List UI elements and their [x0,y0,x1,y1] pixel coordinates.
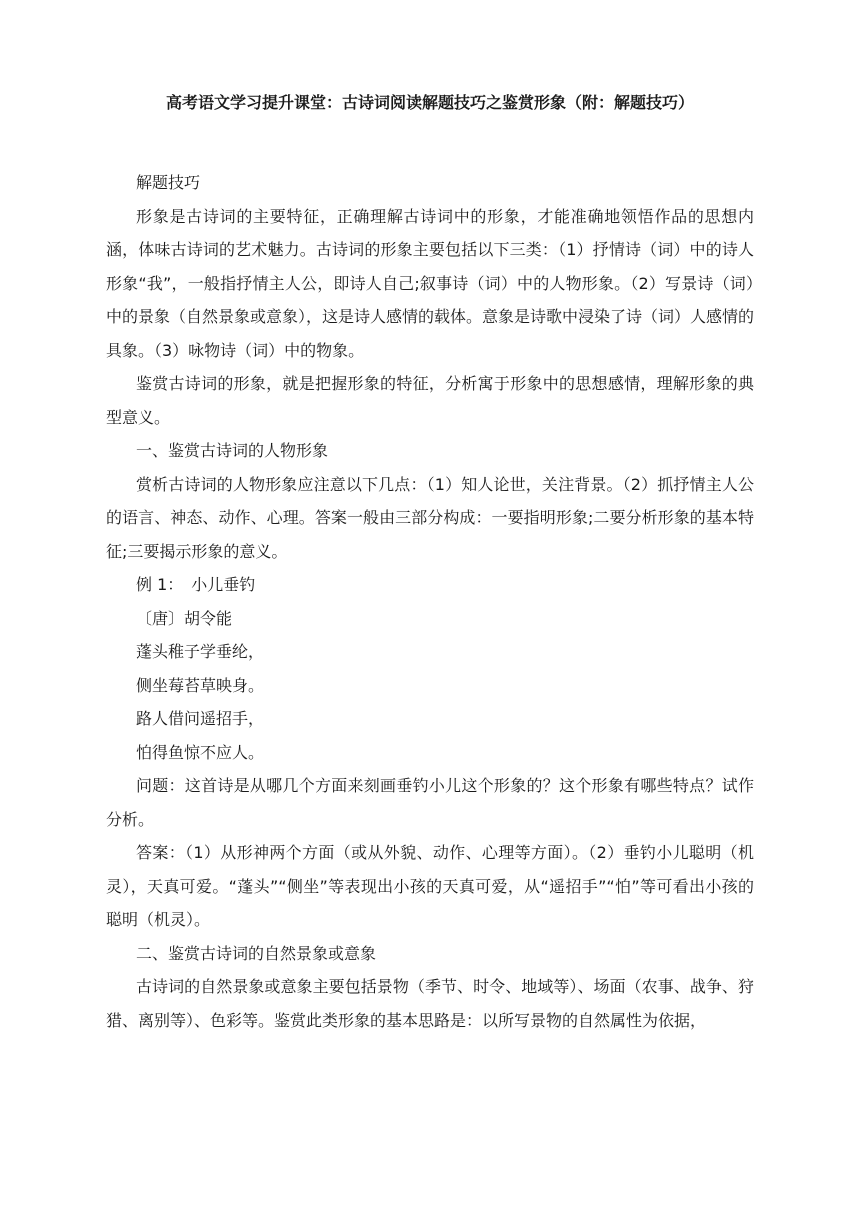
poem-line: 蓬头稚子学垂纶， [136,642,265,661]
example-title: 例 1： 小儿垂钓 [136,575,256,594]
document-title: 高考语文学习提升课堂：古诗词阅读解题技巧之鉴赏形象（附：解题技巧） [165,93,694,112]
section-heading-scenery: 二、鉴赏古诗词的自然景象或意象 [136,943,377,963]
paragraph-intro: 形象是古诗词的主要特征，正确理解古诗词中的形象，才能准确地领悟作品的思想内涵，体味古诗词的艺术魅力。古诗词的形象主要包括以下三类：（1）抒情诗（词）中的诗人形象“我”，一般指抒情主人公，即诗人自己;叙事诗（词）中的人物形象。（2）写景诗（词）中的景象（自然景象或意象），这是诗人感情的载体。意象是诗歌中浸染了诗（词）人感情的具象。（3）咏物诗（词）中的物象。 [106,206,755,360]
poem-author: 〔唐〕胡令能 [136,608,233,628]
answer-paragraph: 答案：（1）从形神两个方面（或从外貌、动作、心理等方面）。（2）垂钓小儿聪明（机灵），天真可爱。“蓬头”“侧坐”等表现出小孩的天真可爱，从“遥招手”“怕”等可看出小孩的聪明（机灵）。 [106,843,754,929]
poem-line: 路人借问遥招手， [136,709,265,728]
poem-line: 侧坐莓苔草映身。 [136,675,265,695]
question-paragraph: 问题：这首诗是从哪几个方面来刻画垂钓小儿这个形象的？这个形象有哪些特点？试作分析。 [106,776,754,829]
section-heading-character: 一、鉴赏古诗词的人物形象 [136,441,329,460]
paragraph-character-tips: 赏析古诗词的人物形象应注意以下几点：（1）知人论世，关注背景。（2）抓抒情主人公的语言、神态、动作、心理。答案一般由三部分构成：一要指明形象;二要分析形象的基本特征;三要揭示形象的意义。 [106,474,754,561]
document-body [106,166,754,1037]
paragraph-scenery: 古诗词的自然景象或意象主要包括景物（季节、时令、地域等）、场面（农事、战争、狩猎、离别等）、色彩等。鉴赏此类形象的基本思路是：以所写景物的自然属性为依据， [106,977,754,1030]
paragraph-heading-tips: 解题技巧 [136,173,201,192]
poem-line: 怕得鱼惊不应人。 [136,742,265,762]
paragraph-appreciation: 鉴赏古诗词的形象，就是把握形象的特征，分析寓于形象中的思想感情，理解形象的典型意义。 [106,374,754,427]
